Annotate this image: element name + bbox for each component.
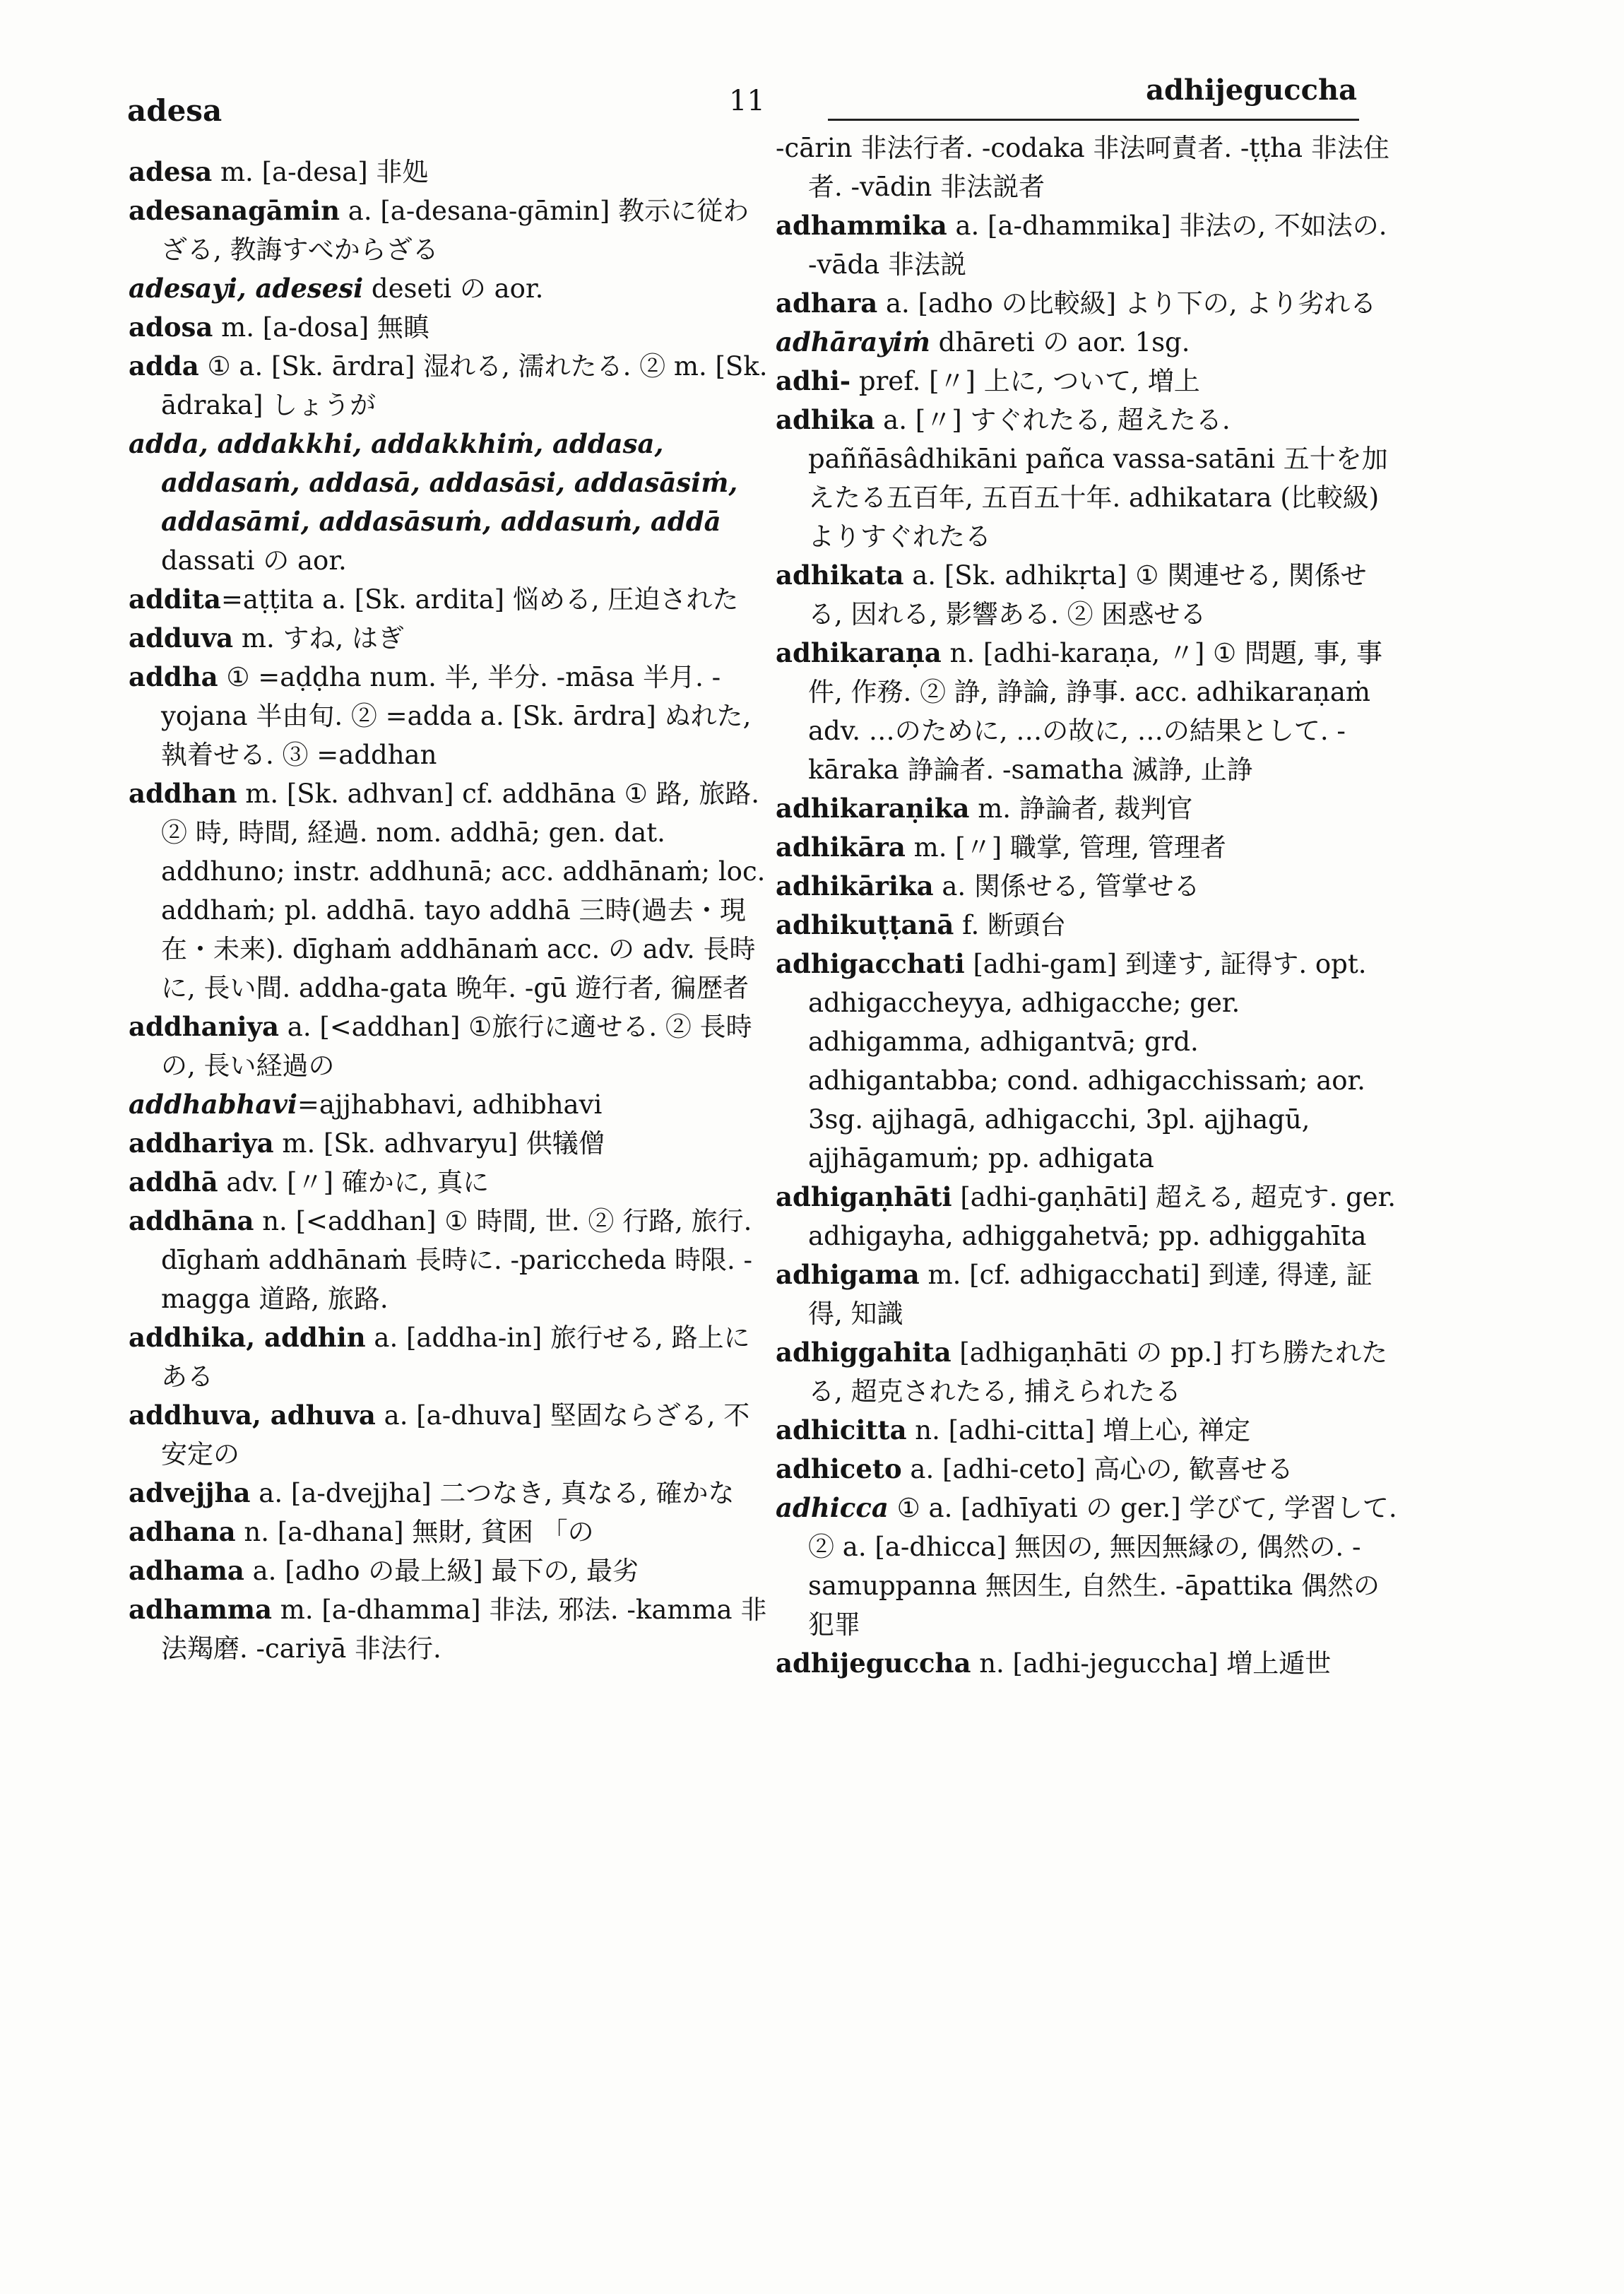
entry-definition: a. [a-desana-gāmin] 教示に従わざる, 教誨すべからざる: [161, 196, 749, 265]
entry-headword: adhika: [776, 404, 875, 435]
right-column: [776, 129, 1397, 1683]
entry-definition: =aṭṭita a. [Sk. ardita] 悩める, 圧迫された: [220, 584, 739, 615]
dictionary-entry: [776, 1255, 1397, 1333]
entry-definition: m. [Sk. adhvan] cf. addhāna ① 路, 旅路. ② 時, 時間, 経過. nom. addhā; gen. dat. addhuno; instr. addhunā; acc. addhānaṁ; loc. addhaṁ; pl. addhā. tayo addhā 三時(過去・現在・未来). dīghaṁ addhānaṁ acc. の adv. 長時に, 長い間. addha-gata 晩年. -gū 遊行者, 徧歴者: [161, 779, 766, 1003]
entry-headword: advejjha: [129, 1477, 251, 1508]
entry-definition: a. [adho の比較級] より下の, より劣れる: [877, 288, 1377, 319]
entry-headword: addhan: [129, 778, 237, 809]
entry-headword: adhamma: [129, 1594, 272, 1625]
entry-headword: adhiceto: [776, 1453, 902, 1484]
page-number: 11: [729, 85, 765, 117]
entry-definition: m. [a-desa] 非処: [212, 157, 429, 187]
entry-definition: a. [adhi-ceto] 高心の, 歓喜せる: [901, 1454, 1293, 1484]
dictionary-entry: [776, 206, 1397, 284]
entry-definition: f. 断頭台: [954, 910, 1067, 940]
entry-definition: -cārin 非法行者. -codaka 非法呵責者. -ṭṭha 非法住者. -vādin 非法説者: [776, 133, 1389, 202]
dictionary-entry: [129, 1474, 769, 1513]
entry-definition: ① a. [Sk. ārdra] 湿れる, 濡れたる. ② m. [Sk. ādraka] しょうが: [161, 351, 768, 420]
entry-headword: adhikaraṇika: [776, 793, 970, 824]
dictionary-entry: [776, 1411, 1397, 1450]
entry-definition: [adhigaṇhāti の pp.] 打ち勝たれたる, 超克されたる, 捕えられたる: [808, 1337, 1388, 1407]
entry-headword: adhiggahita: [776, 1337, 952, 1368]
entry-headword: adhikārika: [776, 870, 934, 901]
dictionary-entry: [129, 1202, 769, 1318]
dictionary-entry: [776, 1178, 1397, 1255]
entry-definition: [adhi-gam] 到達す, 証得す. opt. adhigaccheyya, adhigacche; ger. adhigamma, adhigantvā; grd. adhigantabba; cond. adhigacchissaṁ; aor. 3sg. ajjhagā, adhigacchi, 3pl. ajjhagū, ajjhāgamuṁ; pp. adhigata: [808, 949, 1367, 1173]
entry-definition: m. [a-dhamma] 非法, 邪法. -kamma 非法羯磨. -cariyā 非法行.: [161, 1595, 767, 1664]
entry-definition: m. [〃] 職掌, 管理, 管理者: [905, 832, 1226, 863]
entry-definition: m. [a-dosa] 無瞋: [213, 312, 429, 343]
entry-headword: adhikata: [776, 560, 904, 591]
left-column: [129, 153, 769, 1668]
entry-headword: addhika, addhin: [129, 1322, 366, 1353]
dictionary-entry: [129, 1513, 769, 1551]
entry-headword: adhijeguccha: [776, 1648, 971, 1679]
entry-definition: a. [a-dhammika] 非法の, 不如法の. -vāda 非法説: [808, 211, 1387, 280]
entry-definition: m. [cf. adhigacchati] 到達, 得達, 証得, 知識: [808, 1260, 1373, 1329]
entry-definition: a. [addha-in] 旅行せる, 路上にある: [161, 1323, 750, 1392]
dictionary-entry: [776, 867, 1397, 906]
entry-definition: n. [<addhan] ① 時間, 世. ② 行路, 旅行. dīghaṁ addhānaṁ 長時に. -pariccheda 時限. -magga 道路, 旅路.: [161, 1206, 752, 1314]
dictionary-entry: [776, 1333, 1397, 1411]
entry-definition: a. [a-dhuva] 堅固ならざる, 不安定の: [161, 1400, 750, 1470]
entry-headword: adhigaṇhāti: [776, 1181, 952, 1212]
entry-definition: a. [a-dvejjha] 二つなき, 真なる, 確かな: [250, 1478, 735, 1508]
entry-headword: adhigama: [776, 1259, 920, 1290]
dictionary-entry: [776, 945, 1397, 1178]
entry-definition: a. [<addhan] ①旅行に適せる. ② 長時の, 長い経過の: [161, 1012, 752, 1081]
dictionary-entry: [129, 1551, 769, 1590]
dictionary-entry: [776, 789, 1397, 828]
entry-definition: n. [adhi-karaṇa, 〃] ① 問題, 事, 事件, 作務. ② 諍, 諍論, 諍事. acc. adhikaraṇaṁ adv. …のために, …の故に, …の結果として. -kāraka 諍論者. -samatha 滅諍, 止諍: [808, 638, 1383, 785]
entry-headword: adda: [129, 350, 199, 382]
dictionary-entry: [129, 308, 769, 347]
entry-headword: adhammika: [776, 210, 947, 241]
dictionary-entry: [776, 1450, 1397, 1489]
dictionary-entry: [129, 580, 769, 619]
dictionary-entry: [776, 1644, 1397, 1683]
entry-definition: a. [adho の最上級] 最下の, 最劣: [244, 1556, 639, 1586]
entry-definition: a. 関係せる, 管掌せる: [933, 871, 1200, 901]
dictionary-entry: [129, 1124, 769, 1163]
dictionary-entry: [129, 191, 769, 269]
dictionary-entry: [129, 1396, 769, 1474]
entry-headword: addhaniya: [129, 1011, 280, 1042]
entry-headword: adhi-: [776, 365, 851, 396]
entry-headword: addita: [129, 584, 221, 615]
entry-headword: addhariya: [129, 1128, 274, 1159]
dictionary-entry: [129, 1318, 769, 1396]
entry-headword: adesa: [129, 156, 213, 187]
entry-definition: n. [adhi-citta] 増上心, 禅定: [906, 1415, 1251, 1445]
entry-headword: adhārayiṁ: [776, 326, 930, 357]
entry-definition: adv. [〃] 確かに, 真に: [218, 1167, 490, 1198]
entry-definition: n. [a-dhana] 無財, 貧困 「の: [235, 1517, 594, 1547]
dictionary-entry: [129, 153, 769, 191]
entry-headword: adduva: [129, 622, 234, 654]
entry-definition: a. [〃] すぐれたる, 超えたる. paññāsâdhikāni pañca vassa-satāni 五十を加えたる五百年, 五百五十年. adhikatara (比較級) よりすぐれたる: [808, 405, 1388, 552]
dictionary-entry: [776, 634, 1397, 789]
entry-definition: m. すね, はぎ: [233, 623, 404, 654]
entry-headword: addhāna: [129, 1205, 254, 1236]
entry-headword: adhikuṭṭanā: [776, 909, 954, 940]
entry-headword: adesayi, adesesi: [129, 273, 364, 304]
dictionary-entry: [129, 347, 769, 425]
entry-definition: pref. [〃] 上に, ついて, 増上: [850, 366, 1200, 396]
entry-headword: adhicitta: [776, 1414, 907, 1445]
dictionary-entry: [776, 828, 1397, 867]
dictionary-entry: [129, 425, 769, 580]
dictionary-entry: [776, 129, 1397, 206]
entry-definition: deseti の aor.: [363, 273, 544, 304]
dictionary-entry: [129, 1085, 769, 1124]
entry-headword: adhama: [129, 1555, 244, 1586]
dictionary-entry: [129, 1007, 769, 1085]
entry-definition: dhāreti の aor. 1sg.: [930, 327, 1190, 357]
entry-headword: adesanagāmin: [129, 195, 340, 226]
running-head-right: adhijeguccha: [1146, 73, 1357, 107]
dictionary-entry: [776, 362, 1397, 401]
entry-definition: ① a. [adhīyati の ger.] 学びて, 学習して. ② a. [a-dhicca] 無因の, 無因無縁の, 偶然の. -samuppanna 無因生, 自然生. -āpattika 偶然の犯罪: [808, 1493, 1397, 1640]
dictionary-entry: [776, 323, 1397, 362]
header-rule: [828, 119, 1359, 121]
entry-headword: adhana: [129, 1516, 236, 1547]
entry-headword: adhara: [776, 288, 878, 319]
entry-headword: addhā: [129, 1166, 218, 1198]
dictionary-entry: [129, 269, 769, 308]
dictionary-entry: [129, 658, 769, 774]
entry-headword: adosa: [129, 312, 213, 343]
entry-definition: m. 諍論者, 裁判官: [969, 793, 1193, 824]
entry-definition: a. [Sk. adhikṛta] ① 関連せる, 関係せる, 因れる, 影響ある. ② 困惑せる: [808, 560, 1367, 629]
entry-headword: adda, addakkhi, addakkhiṁ, addasa, addasaṁ, addasā, addasāsi, addasāsiṁ, addasāmi, addasāsuṁ, addasuṁ, addā: [129, 428, 738, 537]
dictionary-entry: [776, 401, 1397, 556]
entry-headword: addha: [129, 661, 218, 692]
entry-headword: adhikaraṇa: [776, 637, 942, 668]
dictionary-entry: [776, 284, 1397, 323]
dictionary-entry: [776, 556, 1397, 634]
entry-headword: adhigacchati: [776, 948, 965, 979]
dictionary-entry: [129, 619, 769, 658]
running-head-left: adesa: [127, 93, 223, 128]
entry-definition: n. [adhi-jeguccha] 増上遁世: [971, 1648, 1332, 1679]
entry-definition: dassati の aor.: [161, 545, 347, 576]
entry-headword: adhikāra: [776, 832, 906, 863]
dictionary-entry: [129, 774, 769, 1007]
entry-headword: adhicca: [776, 1492, 889, 1523]
dictionary-entry: [776, 1489, 1397, 1644]
entry-headword: addhabhavi: [129, 1089, 297, 1120]
entry-definition: m. [Sk. adhvaryu] 供犠僧: [273, 1128, 605, 1159]
entry-definition: ① =aḍḍha num. 半, 半分. -māsa 半月. -yojana 半由旬. ② =adda a. [Sk. ārdra] ぬれた, 執着せる. ③ =addhan: [161, 662, 752, 770]
entry-definition: [adhi-gaṇhāti] 超える, 超克す. ger. adhigayha, adhiggahetvā; pp. adhiggahīta: [808, 1182, 1397, 1251]
entry-headword: addhuva, adhuva: [129, 1400, 376, 1431]
entry-definition: =ajjhabhavi, adhibhavi: [297, 1089, 603, 1120]
dictionary-entry: [776, 906, 1397, 945]
dictionary-entry: [129, 1163, 769, 1202]
dictionary-entry: [129, 1590, 769, 1668]
